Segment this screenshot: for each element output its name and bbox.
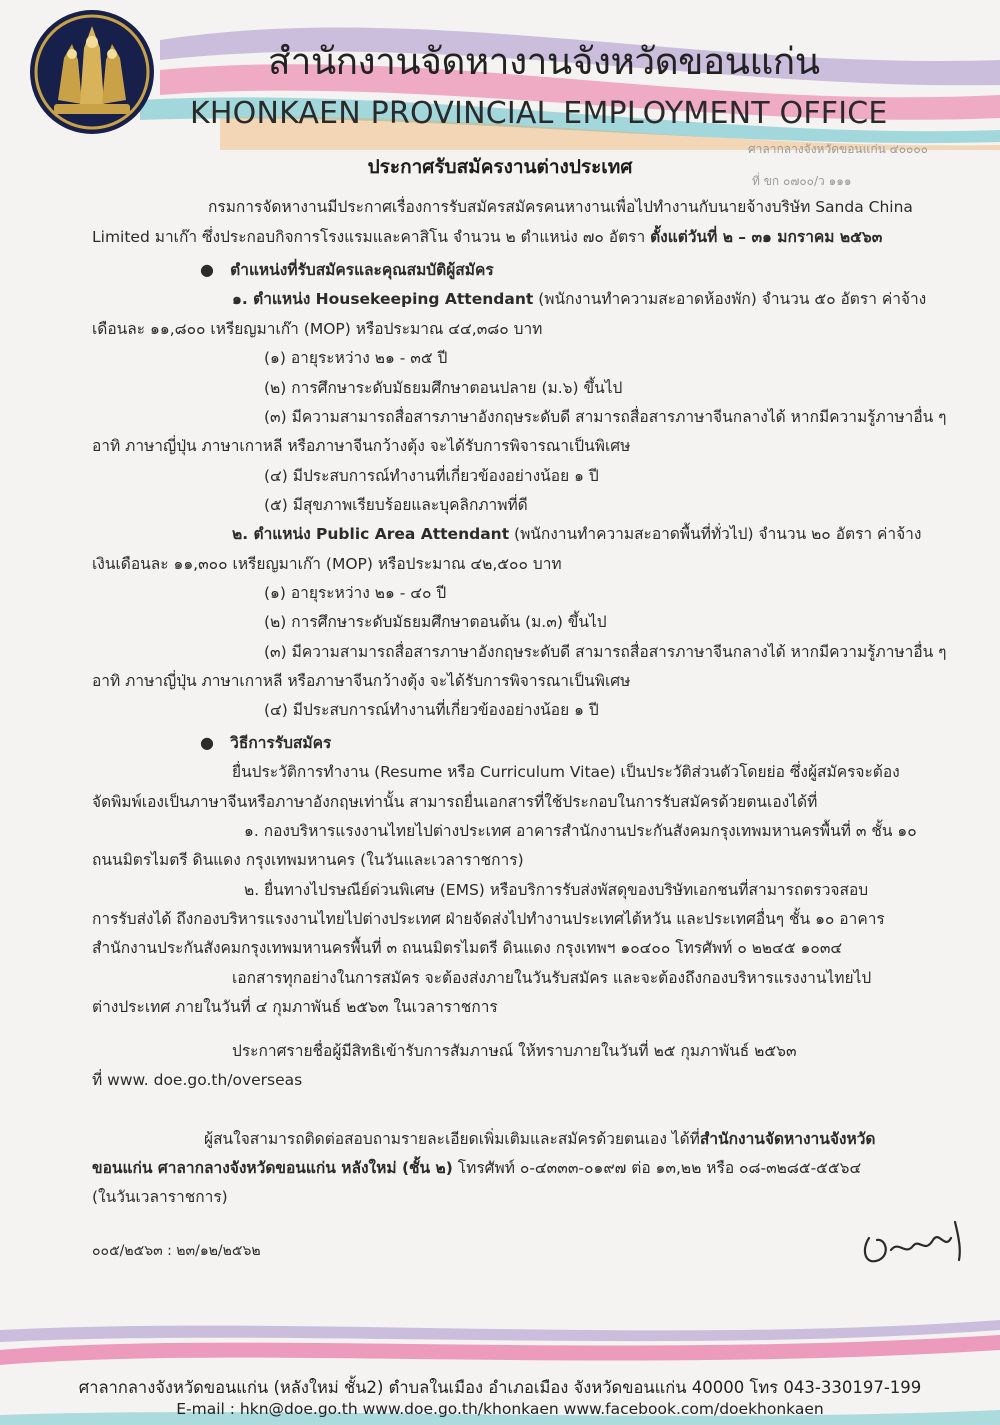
section-apply-heading [200,733,331,753]
position-2-name: ๒. ตำแหน่ง Public Area Attendant [232,525,510,543]
position-1-qual-3b: อาทิ ภาษาญี่ปุ่น ภาษาเกาหลี หรือภาษาจีนกว้างตุ้ง จะได้รับการพิจารณาเป็นพิเศษ [92,437,631,455]
seal-logo-icon [28,8,156,136]
faint-address-text: ศาลากลางจังหวัดขอนแก่น ๔๐๐๐๐ [748,142,929,156]
position-1-detail: (พนักงานทำความสะอาดห้องพัก) จำนวน ๕๐ อัตรา ค่าจ้าง [533,290,927,308]
section-apply-title: วิธีการรับสมัคร [230,734,332,752]
position-2-qual-3b: อาทิ ภาษาญี่ปุ่น ภาษาเกาหลี หรือภาษาจีนกว้างตุ้ง จะได้รับการพิจารณาเป็นพิเศษ [92,672,631,690]
position-2-qual-2: (๒) การศึกษาระดับมัธยมศึกษาตอนต้น (ม.๓) ขึ้นไป [264,613,607,631]
contact-line-1-text: ผู้สนใจสามารถติดต่อสอบถามรายละเอียดเพิ่มเติมและสมัครด้วยตนเอง ได้ที่ [204,1130,700,1148]
intro-line-2-text: Limited มาเก๊า ซึ่งประกอบกิจการโรงแรมและคาสิโน จำนวน ๒ ตำแหน่ง ๗๐ อัตรา [92,228,651,246]
faint-reference-number: ที่ ขก ๐๗๐๐/ว ๑๑๑ [752,174,852,188]
apply-line-1: ยื่นประวัติการทำงาน (Resume หรือ Curriculum Vitae) เป็นประวัติส่วนตัวโดยย่อ ซึ่งผู้สมัครจะต้อง [232,763,900,781]
office-title-english: KHONKAEN PROVINCIAL EMPLOYMENT OFFICE [190,96,888,131]
contact-line-1 [204,1129,875,1149]
footer-address: ศาลากลางจังหวัดขอนแก่น (หลังใหม่ ชั้น2) ตำบลในเมือง อำเภอเมือง จังหวัดขอนแก่น 40000 โทร 043-330197-199 [78,1378,922,1397]
section-positions-title: ตำแหน่งที่รับสมัครและคุณสมบัติผู้สมัคร [230,261,494,279]
apply-method-2a: ๒. ยื่นทางไปรษณีย์ด่วนพิเศษ (EMS) หรือบริการรับส่งพัสดุของบริษัทเอกชนที่สามารถตรวจสอบ [244,881,869,899]
contact-phone: โทรศัพท์ ๐-๔๓๓๓-๐๑๙๗ ต่อ ๑๓,๒๒ หรือ ๐๘-๓๒๘๕-๕๕๖๔ [452,1159,862,1177]
apply-line-2: จัดพิมพ์เองเป็นภาษาจีนหรือภาษาอังกฤษเท่านั้น สามารถยื่นเอกสารที่ใช้ประกอบในการรับสมัครด้วยตนเองได้ที่ [92,793,818,811]
position-2-title [232,524,921,544]
position-2-salary: เงินเดือนละ ๑๑,๓๐๐ เหรียญมาเก๊า (MOP) หรือประมาณ ๔๒,๕๐๐ บาท [92,555,562,573]
contact-line-2 [92,1158,861,1178]
position-1-qual-3a: (๓) มีความสามารถสื่อสารภาษาอังกฤษระดับดี สามารถสื่อสารภาษาจีนกลางได้ หากมีความรู้ภาษาอื่น ๆ [264,408,947,426]
announcement-website: ที่ www. doe.go.th/overseas [92,1071,303,1089]
position-1-salary: เดือนละ ๑๑,๘๐๐ เหรียญมาเก๊า (MOP) หรือประมาณ ๔๔,๓๘๐ บาท [92,320,543,338]
footer-contacts: E-mail : hkn@doe.go.th www.doe.go.th/khonkaen www.facebook.com/doekhonkaen [176,1400,824,1418]
position-1-qual-4: (๔) มีประสบการณ์ทำงานที่เกี่ยวข้องอย่างน้อย ๑ ปี [264,467,599,485]
signature-icon [855,1210,975,1270]
apply-method-2c: สำนักงานประกันสังคมกรุงเทพมหานครพื้นที่ ๓ ถนนมิตรไมตรี ดินแดง กรุงเทพฯ ๑๐๔๐๐ โทรศัพท์ ๐ ๒๒๔๕ ๑๐๓๔ [92,939,843,957]
position-1-qual-5: (๕) มีสุขภาพเรียบร้อยและบุคลิกภาพที่ดี [264,496,528,514]
apply-method-2b: การรับส่งได้ ถึงกองบริหารแรงงานไทยไปต่างประเทศ ฝ่ายจัดส่งไปทำงานประเทศไต้หวัน และประเทศอื่นๆ ชั้น ๑๐ อาคาร [92,910,885,928]
position-1-title [232,289,926,309]
intro-line-2 [92,227,882,247]
announcement-line-1: ประกาศรายชื่อผู้มีสิทธิเข้ารับการสัมภาษณ์ ให้ทราบภายในวันที่ ๒๕ กุมภาพันธ์ ๒๕๖๓ [232,1042,797,1060]
bullet-icon: ● [200,260,214,279]
reference-number: ๐๐๕/๒๕๖๓ : ๒๓/๑๒/๒๕๖๒ [92,1243,261,1259]
announcement-heading: ประกาศรับสมัครงานต่างประเทศ [367,156,633,178]
contact-office-location: ขอนแก่น ศาลากลางจังหวัดขอนแก่น หลังใหม่ (ชั้น ๒) [92,1159,453,1177]
position-1-qual-1: (๑) อายุระหว่าง ๒๑ - ๓๕ ปี [264,349,448,367]
position-1-name: ๑. ตำแหน่ง Housekeeping Attendant [232,290,534,308]
position-2-qual-1: (๑) อายุระหว่าง ๒๑ - ๔๐ ปี [264,584,447,602]
documents-line-2: ต่างประเทศ ภายในวันที่ ๔ กุมภาพันธ์ ๒๕๖๓ ในเวลาราชการ [92,998,498,1016]
position-2-qual-3a: (๓) มีความสามารถสื่อสารภาษาอังกฤษระดับดี สามารถสื่อสารภาษาจีนกลางได้ หากมีความรู้ภาษาอื่น ๆ [264,643,947,661]
position-1-qual-2: (๒) การศึกษาระดับมัธยมศึกษาตอนปลาย (ม.๖) ขึ้นไป [264,379,623,397]
apply-method-1a: ๑. กองบริหารแรงงานไทยไปต่างประเทศ อาคารสำนักงานประกันสังคมกรุงเทพมหานครพื้นที่ ๓ ชั้น ๑๐ [244,822,917,840]
bullet-icon: ● [200,733,214,752]
section-positions-heading [200,260,494,280]
contact-hours: (ในวันเวลาราชการ) [92,1188,228,1206]
contact-office-name: สำนักงานจัดหางานจังหวัด [699,1130,876,1148]
office-title-thai: สำนักงานจัดหางานจังหวัดขอนแก่น [268,40,820,83]
intro-line-1: กรมการจัดหางานมีประกาศเรื่องการรับสมัครสมัครคนหางานเพื่อไปทำงานกับนายจ้างบริษัท Sanda China [208,198,913,216]
application-period: ตั้งแต่วันที่ ๒ – ๓๑ มกราคม ๒๕๖๓ [650,228,883,246]
position-2-detail: (พนักงานทำความสะอาดพื้นที่ทั่วไป) จำนวน ๒๐ อัตรา ค่าจ้าง [509,525,922,543]
documents-line-1: เอกสารทุกอย่างในการสมัคร จะต้องส่งภายในวันรับสมัคร และจะต้องถึงกองบริหารแรงงานไทยไป [232,969,872,987]
position-2-qual-4: (๔) มีประสบการณ์ทำงานที่เกี่ยวข้องอย่างน้อย ๑ ปี [264,701,599,719]
apply-method-1b: ถนนมิตรไมตรี ดินแดง กรุงเทพมหานคร (ในวันและเวลาราชการ) [92,851,524,869]
